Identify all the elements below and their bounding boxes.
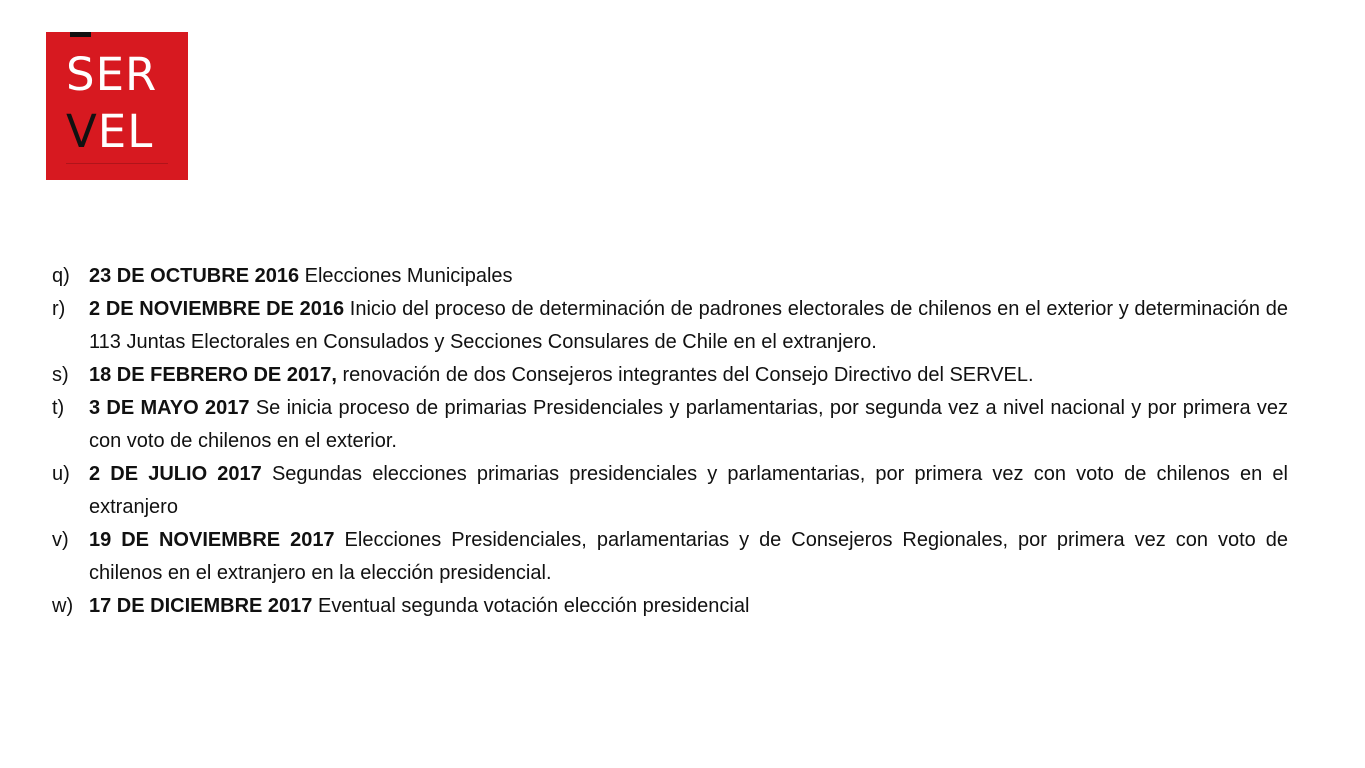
item-text <box>89 524 1288 590</box>
item-marker: r) <box>52 298 66 320</box>
item-marker: t) <box>52 397 65 419</box>
timeline-item <box>52 590 1288 623</box>
logo-letter-v: V <box>66 105 98 158</box>
item-description: Se inicia proceso de primarias Presidenciales y parlamentarias, por segunda vez a nivel nacional y por primera vez con voto de chilenos en el exterior. <box>89 397 1288 452</box>
item-text <box>89 260 1288 293</box>
item-description: Elecciones Presidenciales, parlamentarias y de Consejeros Regionales, por primera vez con voto de chilenos en el extranjero en la elección presidencial. <box>89 529 1288 584</box>
item-date: 2 DE JULIO 2017 <box>89 463 262 485</box>
item-text <box>89 359 1288 392</box>
timeline-item <box>52 260 1288 293</box>
item-date: 3 DE MAYO 2017 <box>89 397 250 419</box>
item-description: Segundas elecciones primarias presidenciales y parlamentarias, por primera vez con voto de chilenos en el extranjero <box>89 463 1288 518</box>
timeline-item <box>52 458 1288 524</box>
item-marker: s) <box>52 364 69 386</box>
item-description: Eventual segunda votación elección presidencial <box>317 595 750 617</box>
item-date: 2 DE NOVIEMBRE DE 2016 <box>89 298 345 320</box>
item-text <box>89 458 1288 524</box>
servel-logo <box>46 32 188 180</box>
item-description: Inicio del proceso de determinación de padrones electorales de chilenos en el exterior y determinación de 113 Juntas Electorales en Consulados y Secciones Consulares de Chile en el extranjero. <box>89 298 1288 353</box>
timeline-item <box>52 293 1288 359</box>
item-text <box>89 293 1288 359</box>
timeline-item <box>52 392 1288 458</box>
item-description: renovación de dos Consejeros integrantes del Consejo Directivo del SERVEL. <box>342 364 1034 386</box>
item-marker: q) <box>52 265 70 287</box>
item-text <box>89 590 1288 623</box>
election-timeline <box>52 260 1288 623</box>
item-date: 18 DE FEBRERO DE 2017, <box>89 364 337 386</box>
item-marker: u) <box>52 463 70 485</box>
item-marker: v) <box>52 529 69 551</box>
item-date: 19 DE NOVIEMBRE 2017 <box>89 529 335 551</box>
item-date: 23 DE OCTUBRE 2016 <box>89 265 300 287</box>
item-date: 17 DE DICIEMBRE 2017 <box>89 595 313 617</box>
item-marker: w) <box>52 595 74 617</box>
logo-letters-el: EL <box>97 105 154 158</box>
logo-line-2 <box>66 105 154 158</box>
logo-rule <box>66 163 168 164</box>
logo-line-1: SER <box>66 48 158 101</box>
logo-notch <box>70 32 91 37</box>
item-text <box>89 392 1288 458</box>
timeline-item <box>52 359 1288 392</box>
item-description: Elecciones Municipales <box>304 265 513 287</box>
timeline-item <box>52 524 1288 590</box>
